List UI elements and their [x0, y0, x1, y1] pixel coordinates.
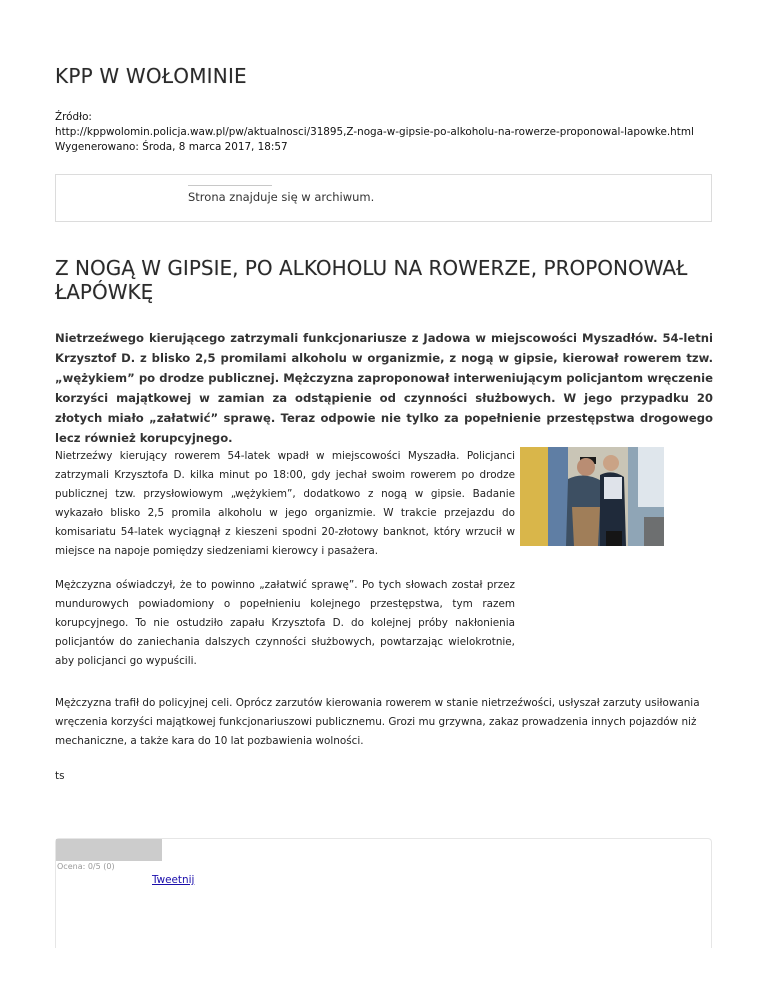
source-url: http://kppwolomin.policja.waw.pl/pw/aktualnosci/31895,Z-noga-w-gipsie-po-alkoholu-na-rowerze-proponowal-lapowke.html	[55, 126, 694, 138]
article-paragraph-2: Mężczyzna oświadczył, że to powinno „załatwić sprawę”. Po tych słowach został przez mundurowych powiadomiony o popełnieniu kolejnego przestępstwa, tym razem korupcyjnego. To nie ostudziło zapału Krzysztofa D. do kolejnej próby nakłonienia policjantów do zaniechania dalszych czynności służbowych, powtarzając wielokrotnie, aby policjanci go wypuścili.	[55, 579, 515, 667]
article-paragraph-3: Mężczyzna trafił do policyjnej celi. Oprócz zarzutów kierowania rowerem w stanie nietrzeźwości, usłyszał zarzuty usiłowania wręczenia korzyści majątkowej funkcjonariuszowi publicznemu. Grozi mu grzywna, zakaz prowadzenia innych pojazdów niż mechaniczne, a także kara do 10 lat pozbawienia wolności.	[55, 697, 700, 747]
rating-text: Ocena: 0/5 (0)	[57, 862, 115, 871]
archive-divider	[188, 185, 272, 186]
author-signature: ts	[55, 770, 65, 782]
generated-date: Wygenerowano: Środa, 8 marca 2017, 18:57	[55, 141, 288, 153]
archive-notice	[55, 174, 712, 222]
tweet-link[interactable]: Tweetnij	[152, 874, 195, 886]
article-title: Z NOGĄ W GIPSIE, PO ALKOHOLU NA ROWERZE, PROPONOWAŁ ŁAPÓWKĘ	[55, 256, 688, 304]
site-title: KPP W WOŁOMINIE	[55, 64, 247, 88]
source-label: Źródło:	[55, 111, 92, 123]
rating-bar[interactable]	[56, 839, 162, 861]
article-photo[interactable]	[520, 447, 664, 546]
rating-panel	[55, 838, 712, 948]
article-paragraph-1: Nietrzeźwy kierujący rowerem 54-latek wpadł w miejscowości Myszadła. Policjanci zatrzymali Krzysztofa D. kilka minut po 18:00, gdy jechał swoim rowerem po drodze publicznej tzw. przysłowiowym „wężykiem”, dodatkowo z nogą w gipsie. Badanie wykazało blisko 2,5 promila alkoholu w jego organizmie. W trakcie przejazdu do komisariatu 54-latek wyciągnął z kieszeni spodni 20-złotowy banknot, który wrzucił w miejsce na napoje pomiędzy siedzeniami kierowcy i pasażera.	[55, 450, 515, 557]
article-lead: Nietrzeźwego kierującego zatrzymali funkcjonariusze z Jadowa w miejscowości Myszadłów. 54-letni Krzysztof D. z blisko 2,5 promilami alkoholu w organizmie, z nogą w gipsie, kierował rowerem tzw. „wężykiem” po drodze publicznej. Mężczyzna zaproponował interweniującym policjantom wręczenie korzyści majątkowej w zamian za odstąpienie od czynności służbowych. W jego przypadku 20 złotych miało „załatwić” sprawę. Teraz odpowie nie tylko za popełnienie przestępstwa drogowego lecz również korupcyjnego.	[55, 331, 713, 445]
source-meta	[55, 110, 745, 155]
archive-text: Strona znajduje się w archiwum.	[188, 190, 375, 204]
